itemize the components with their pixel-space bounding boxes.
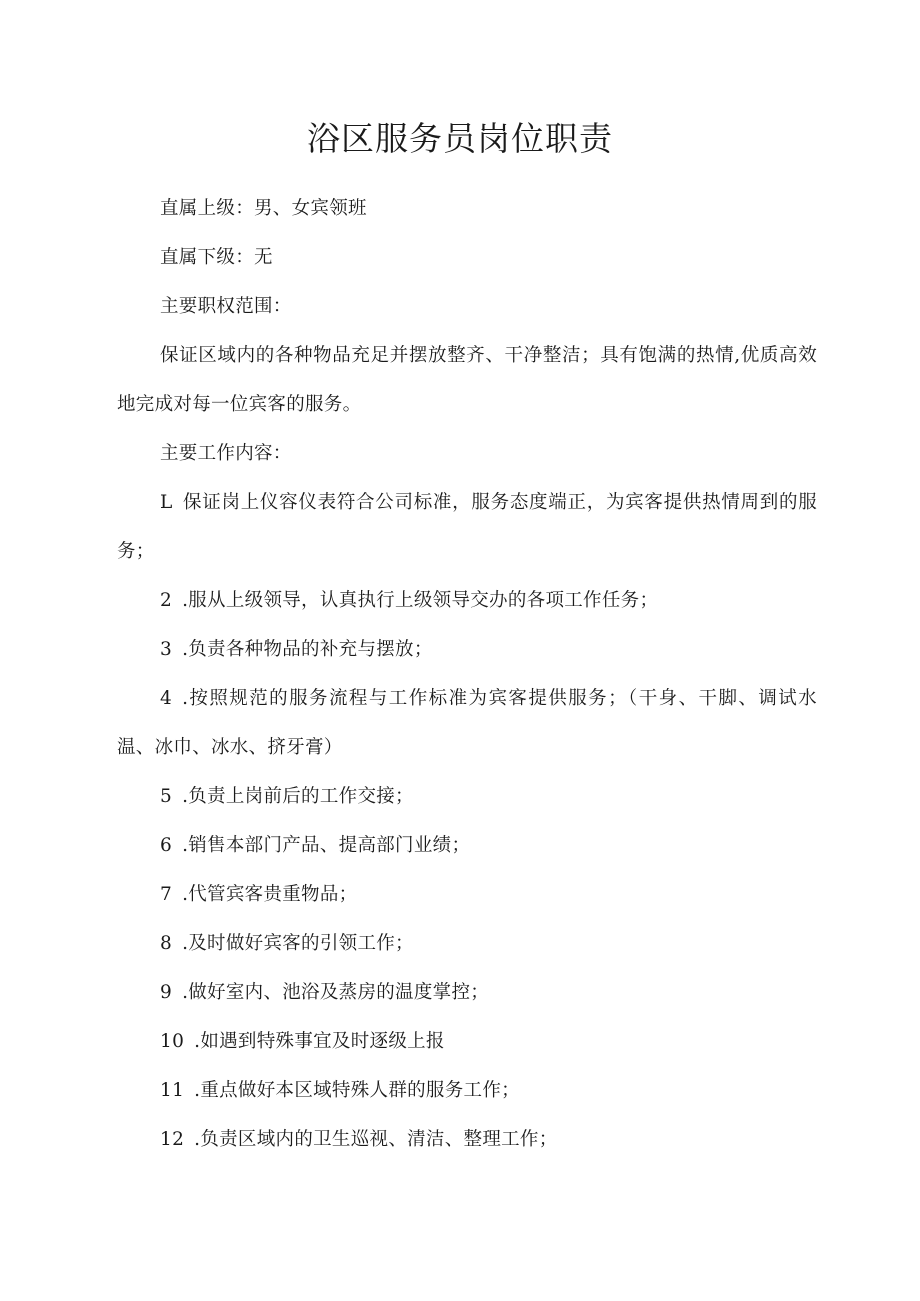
duty-item	[117, 478, 817, 576]
duty-number: 3	[160, 639, 173, 660]
duty-text: .重点做好本区域特殊人群的服务工作；	[194, 1080, 520, 1101]
duty-text: 保证岗上仪容仪表符合公司标准，服务态度端正，为宾客提供热情周到的服务；	[117, 492, 817, 562]
duty-item	[117, 1017, 817, 1066]
duty-item	[117, 821, 817, 870]
duty-number: 2	[160, 590, 173, 611]
duty-item	[117, 968, 817, 1017]
duty-text: .服从上级领导，认真执行上级领导交办的各项工作任务；	[182, 590, 659, 611]
duty-number: 8	[160, 933, 173, 954]
duty-text: .及时做好宾客的引领工作；	[182, 933, 414, 954]
duty-text: .负责上岗前后的工作交接；	[182, 786, 414, 807]
subordinate-line: 直属下级：无	[160, 247, 273, 268]
duty-text: .销售本部门产品、提高部门业绩；	[182, 835, 471, 856]
document-title: 浴区服务员岗位职责	[307, 119, 613, 158]
duty-number: 5	[160, 786, 173, 807]
duty-item	[117, 674, 817, 772]
duty-item	[117, 1115, 817, 1164]
duty-item	[117, 772, 817, 821]
document-body	[117, 184, 817, 1164]
duty-text: .代管宾客贵重物品；	[182, 884, 358, 905]
superior-line: 直属上级：男、女宾领班	[160, 198, 367, 219]
duty-item	[117, 870, 817, 919]
duty-item	[117, 1066, 817, 1115]
duty-number: 11	[160, 1080, 185, 1101]
duty-item	[117, 576, 817, 625]
duty-number: 4	[160, 688, 173, 709]
duty-text: .如遇到特殊事宜及时逐级上报	[194, 1031, 445, 1052]
duty-number: 7	[160, 884, 173, 905]
duty-number: 12	[160, 1129, 185, 1150]
duty-text: .负责各种物品的补充与摆放；	[182, 639, 433, 660]
duty-text: .做好室内、池浴及蒸房的温度掌控；	[182, 982, 490, 1003]
duty-text: .按照规范的服务流程与工作标准为宾客提供服务；（干身、干脚、调试水温、冰巾、冰水、挤牙膏）	[117, 688, 817, 758]
duty-text: .负责区域内的卫生巡视、清洁、整理工作；	[194, 1129, 558, 1150]
duty-number: 9	[160, 982, 173, 1003]
duty-item	[117, 625, 817, 674]
duty-number: 10	[160, 1031, 185, 1052]
duty-number: 6	[160, 835, 173, 856]
duty-item	[117, 919, 817, 968]
scope-heading: 主要职权范围：	[160, 296, 292, 317]
scope-text: 保证区域内的各种物品充足并摆放整齐、干净整洁；具有饱满的热情,优质高效地完成对每一位宾客的服务。	[117, 345, 817, 415]
duty-number: L	[160, 492, 173, 513]
duties-heading: 主要工作内容：	[160, 443, 292, 464]
